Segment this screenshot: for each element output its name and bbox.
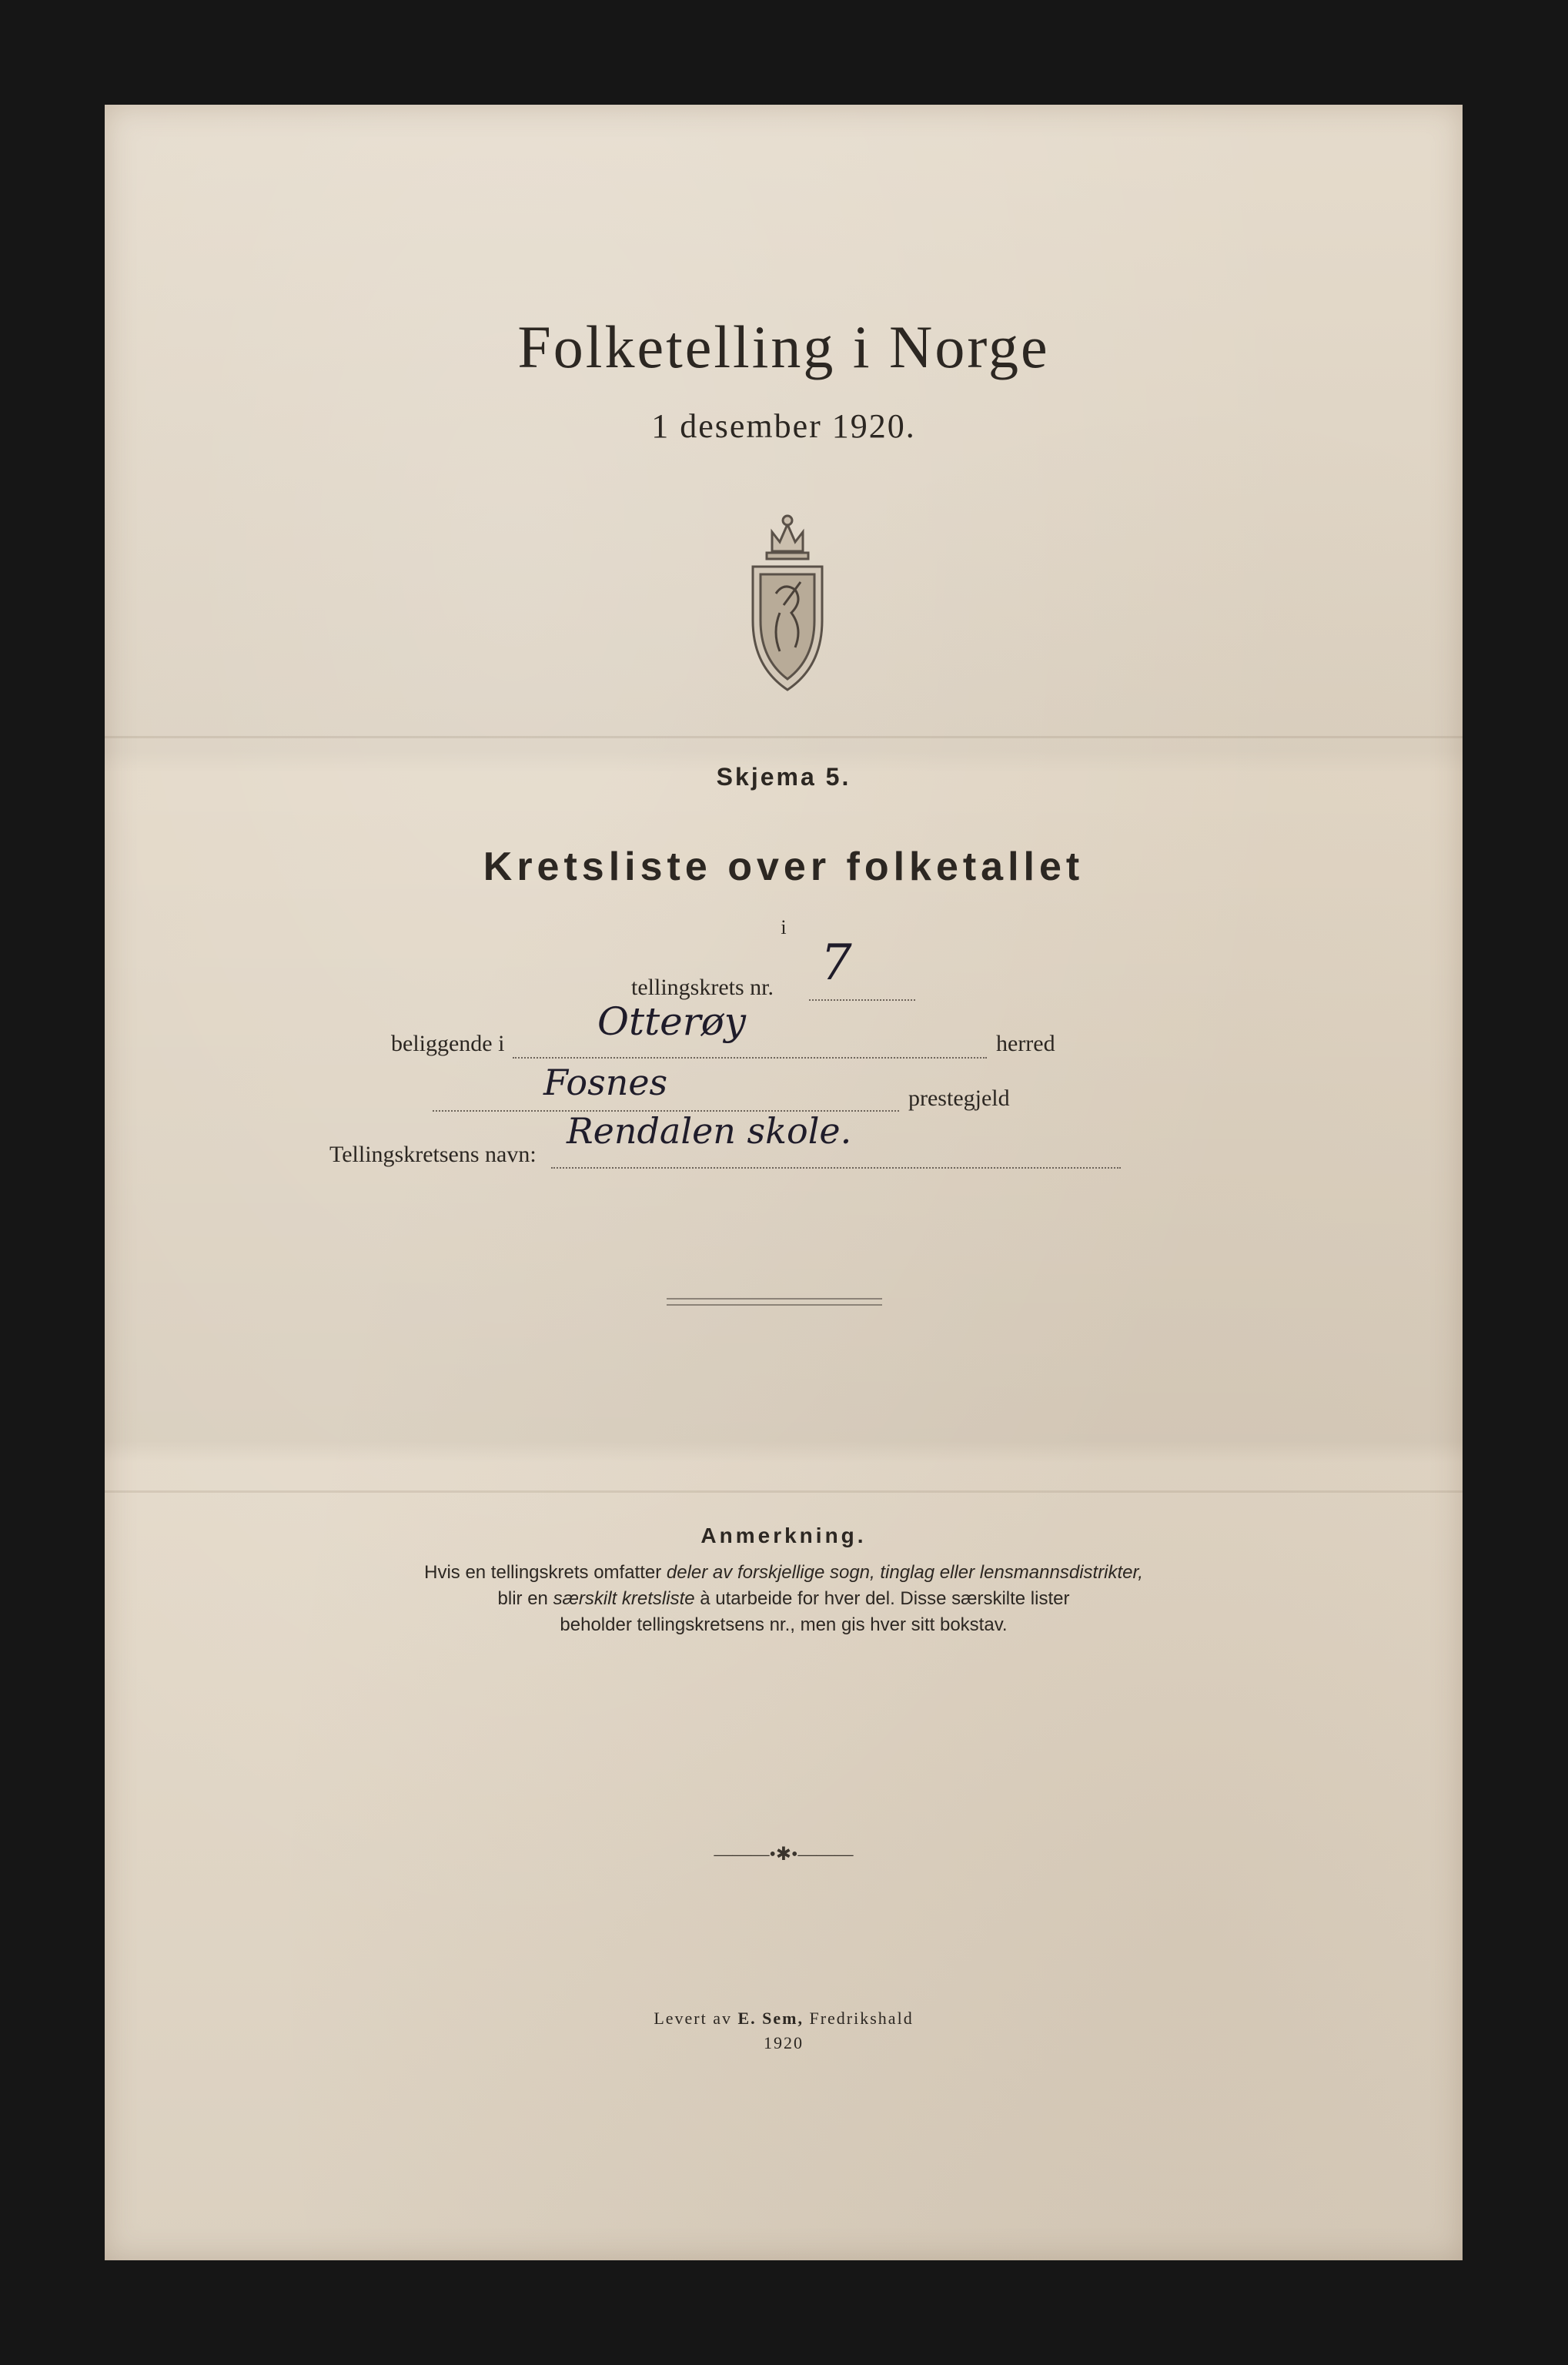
note-body: [105, 1560, 1463, 1638]
beliggende-label: beliggende i: [391, 1031, 505, 1056]
note-title: Anmerkning.: [700, 1524, 867, 1547]
census-form-page: [105, 105, 1463, 2260]
printer-line: [105, 2006, 1463, 2031]
krets-value: 7: [821, 935, 852, 992]
note-line-2: [105, 1586, 1463, 1612]
printer-city: Fredrikshald: [803, 2009, 914, 2028]
page-title: Folketelling i Norge: [517, 313, 1050, 380]
printer-imprint: [105, 2006, 1463, 2056]
schema-number: Skjema 5.: [716, 763, 851, 791]
herred-value: Otterøy: [597, 999, 747, 1044]
printer-year: 1920: [764, 2033, 804, 2052]
form-heading: Kretsliste over folketallet: [483, 845, 1085, 889]
ornament-divider: ———•✱•———: [714, 1845, 854, 1865]
krets-label: tellingskrets nr.: [631, 975, 774, 1000]
fold-line: [105, 736, 1463, 738]
krets-line: [809, 999, 915, 1001]
navn-line: [551, 1167, 1121, 1169]
printer-text: Levert av: [654, 2009, 738, 2028]
navn-value: Rendalen skole.: [567, 1110, 852, 1152]
coat-of-arms-icon: [737, 505, 837, 697]
note-line-1: [105, 1560, 1463, 1586]
note-line-3: beholder tellingskretsens nr., men gis hver sitt bokstav.: [560, 1614, 1008, 1635]
herred-line: [513, 1057, 987, 1059]
navn-label: Tellingskretsens navn:: [329, 1142, 537, 1167]
prestegjeld-value: Fosnes: [543, 1062, 668, 1103]
note-text: Hvis en tellingskrets omfatter: [424, 1562, 667, 1583]
note-italic-text: særskilt kretsliste: [553, 1588, 695, 1609]
herred-label: herred: [996, 1031, 1055, 1056]
census-date: 1 desember 1920.: [651, 407, 916, 445]
printer-name: E. Sem,: [737, 2009, 804, 2028]
note-text: à utarbeide for hver del. Disse særskilte lister: [694, 1588, 1070, 1609]
prestegjeld-label: prestegjeld: [908, 1085, 1010, 1111]
note-text: blir en: [497, 1588, 553, 1609]
divider-double-rule: [667, 1298, 882, 1306]
note-italic-text: deler av forskjellige sogn, tinglag eller lensmannsdistrikter,: [666, 1562, 1143, 1583]
connector-text: i: [781, 916, 787, 938]
fold-line: [105, 1490, 1463, 1493]
